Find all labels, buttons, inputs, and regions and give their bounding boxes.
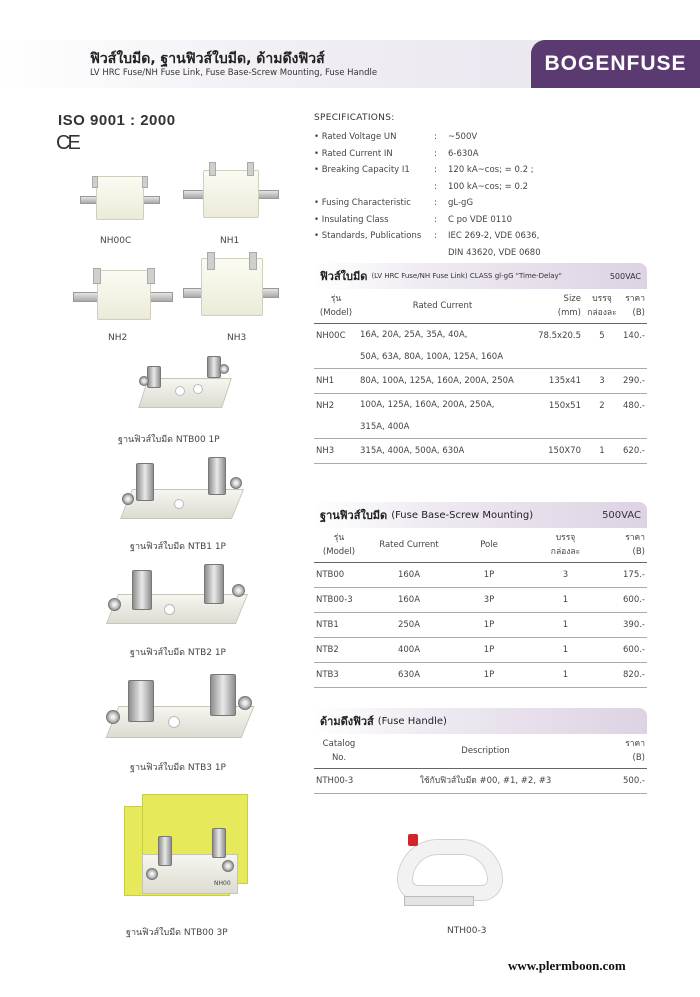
col-pole: Pole [454, 528, 524, 563]
nh2-caption: NH2 [108, 333, 128, 343]
spec-row: DIN 43620, VDE 0680 [448, 247, 541, 258]
ntb2-1p-caption: ฐานฟิวส์ใบมีด NTB2 1P [130, 648, 226, 658]
fuse-link-section [314, 263, 647, 464]
col-pack: บรรจุ กล่องละ [524, 528, 607, 563]
nh3-fuse-image [183, 250, 279, 320]
ntb1-1p-caption: ฐานฟิวส์ใบมีด NTB1 1P [130, 542, 226, 552]
fuse-handle-subtitle: (Fuse Handle) [377, 715, 447, 727]
brand-logo [531, 40, 700, 88]
nh2-fuse-image [73, 262, 173, 324]
fuse-base-voltage: 500VAC [602, 509, 641, 521]
col-pack: บรรจุ กล่องละ [583, 289, 621, 324]
col-price: ราคา (B) [607, 734, 647, 769]
col-model: รุ่น (Model) [314, 528, 364, 563]
col-catalog: Catalog No. [314, 734, 364, 769]
nh00-label: NH00 [214, 880, 231, 887]
spec-row: • Rated Voltage UN : ~500V [314, 132, 478, 143]
website-url: www.plermboon.com [508, 958, 626, 973]
table-header-row [314, 528, 647, 563]
spec-row: • Breaking Capacity I1 : 120 kA~cos; = 0.2 ; [314, 165, 534, 176]
nh1-fuse-image [183, 160, 279, 226]
page-title: ฟิวส์ใบมีด, ฐานฟิวส์ใบมีด, ด้ามดึงฟิวส์ [90, 51, 325, 67]
table-header-row [314, 734, 647, 769]
spec-row: • Standards, Publications : IEC 269-2, VDE 0636, [314, 231, 540, 242]
table-header-row [314, 289, 647, 324]
ntb2-1p-base-image [102, 562, 252, 638]
fuse-handle-section [314, 708, 647, 794]
fuse-link-title: ฟิวส์ใบมีด [320, 270, 368, 283]
fuse-link-subtitle: (LV HRC Fuse/NH Fuse Link) CLASS gl-gG "Time-Delay" [371, 272, 562, 280]
col-price: ราคา (B) [607, 528, 647, 563]
col-rated-current: Rated Current [364, 528, 454, 563]
fuse-base-title-bar [314, 502, 647, 528]
ntb00-3p-caption: ฐานฟิวส์ใบมีด NTB00 3P [126, 928, 228, 938]
fuse-base-table [314, 528, 647, 688]
table-row: NTB00 160A 1P 3 175.- [314, 563, 647, 588]
table-row: NTB1 250A 1P 1 390.- [314, 613, 647, 638]
spec-row: : 100 kA~cos; = 0.2 [434, 181, 528, 192]
ntb00-3p-base-image [112, 788, 252, 908]
iso-certification: ISO 9001 : 2000 [58, 112, 176, 129]
table-row: NH2 100A, 125A, 160A, 200A, 250A, 315A, 400A 150x51 2 480.- [314, 394, 647, 439]
ntb00-1p-caption: ฐานฟิวส์ใบมีด NTB00 1P [118, 435, 220, 445]
fuse-link-title-bar [314, 263, 647, 289]
fuse-base-title: ฐานฟิวส์ใบมีด [320, 509, 388, 522]
brand-name: BOGENFUSE [544, 52, 687, 75]
ce-mark: CE [56, 132, 78, 154]
nth00-3-handle-image [394, 826, 506, 916]
col-size: Size (mm) [527, 289, 583, 324]
fuse-handle-title: ด้ามดึงฟิวส์ [320, 715, 374, 728]
page-subtitle: LV HRC Fuse/NH Fuse Link, Fuse Base-Screw Mounting, Fuse Handle [90, 68, 378, 78]
spec-row: • Rated Current IN : 6-630A [314, 148, 479, 159]
fuse-handle-table [314, 734, 647, 794]
fuse-link-table [314, 289, 647, 464]
fuse-base-section [314, 502, 647, 688]
specifications-heading: SPECIFICATIONS: [314, 113, 395, 123]
col-rated-current: Rated Current [358, 289, 527, 324]
ntb1-1p-base-image [118, 455, 246, 531]
ntb00-1p-base-image [135, 352, 235, 420]
nh00c-fuse-image [80, 168, 160, 228]
nth00-3-caption: NTH00-3 [447, 926, 487, 936]
col-description: Description [364, 734, 607, 769]
table-row: NTH00-3 ใช้กับฟิวส์ใบมีด #00, #1, #2, #3 500.- [314, 769, 647, 794]
col-model: รุ่น (Model) [314, 289, 358, 324]
col-price: ราคา (B) [621, 289, 647, 324]
table-row: NH00C 16A, 20A, 25A, 35A, 40A, 50A, 63A, 80A, 100A, 125A, 160A 78.5x20.5 5 140.- [314, 324, 647, 369]
nh1-caption: NH1 [220, 236, 240, 246]
ntb3-1p-caption: ฐานฟิวส์ใบมีด NTB3 1P [130, 763, 226, 773]
nh3-caption: NH3 [227, 333, 247, 343]
table-row: NH1 80A, 100A, 125A, 160A, 200A, 250A 135x41 3 290.- [314, 369, 647, 394]
nh00c-caption: NH00C [100, 236, 132, 246]
fuse-link-voltage: 500VAC [609, 271, 641, 281]
table-row: NTB3 630A 1P 1 820.- [314, 663, 647, 688]
fuse-base-subtitle: (Fuse Base-Screw Mounting) [391, 509, 534, 521]
spec-row: • Fusing Characteristic : gL-gG [314, 198, 474, 209]
specifications [314, 113, 541, 261]
spec-row: • Insulating Class : C po VDE 0110 [314, 214, 512, 225]
table-row: NTB00-3 160A 3P 1 600.- [314, 588, 647, 613]
ntb3-1p-base-image [102, 670, 258, 750]
table-row: NTB2 400A 1P 1 600.- [314, 638, 647, 663]
table-row: NH3 315A, 400A, 500A, 630A 150X70 1 620.- [314, 439, 647, 464]
fuse-handle-title-bar [314, 708, 647, 734]
